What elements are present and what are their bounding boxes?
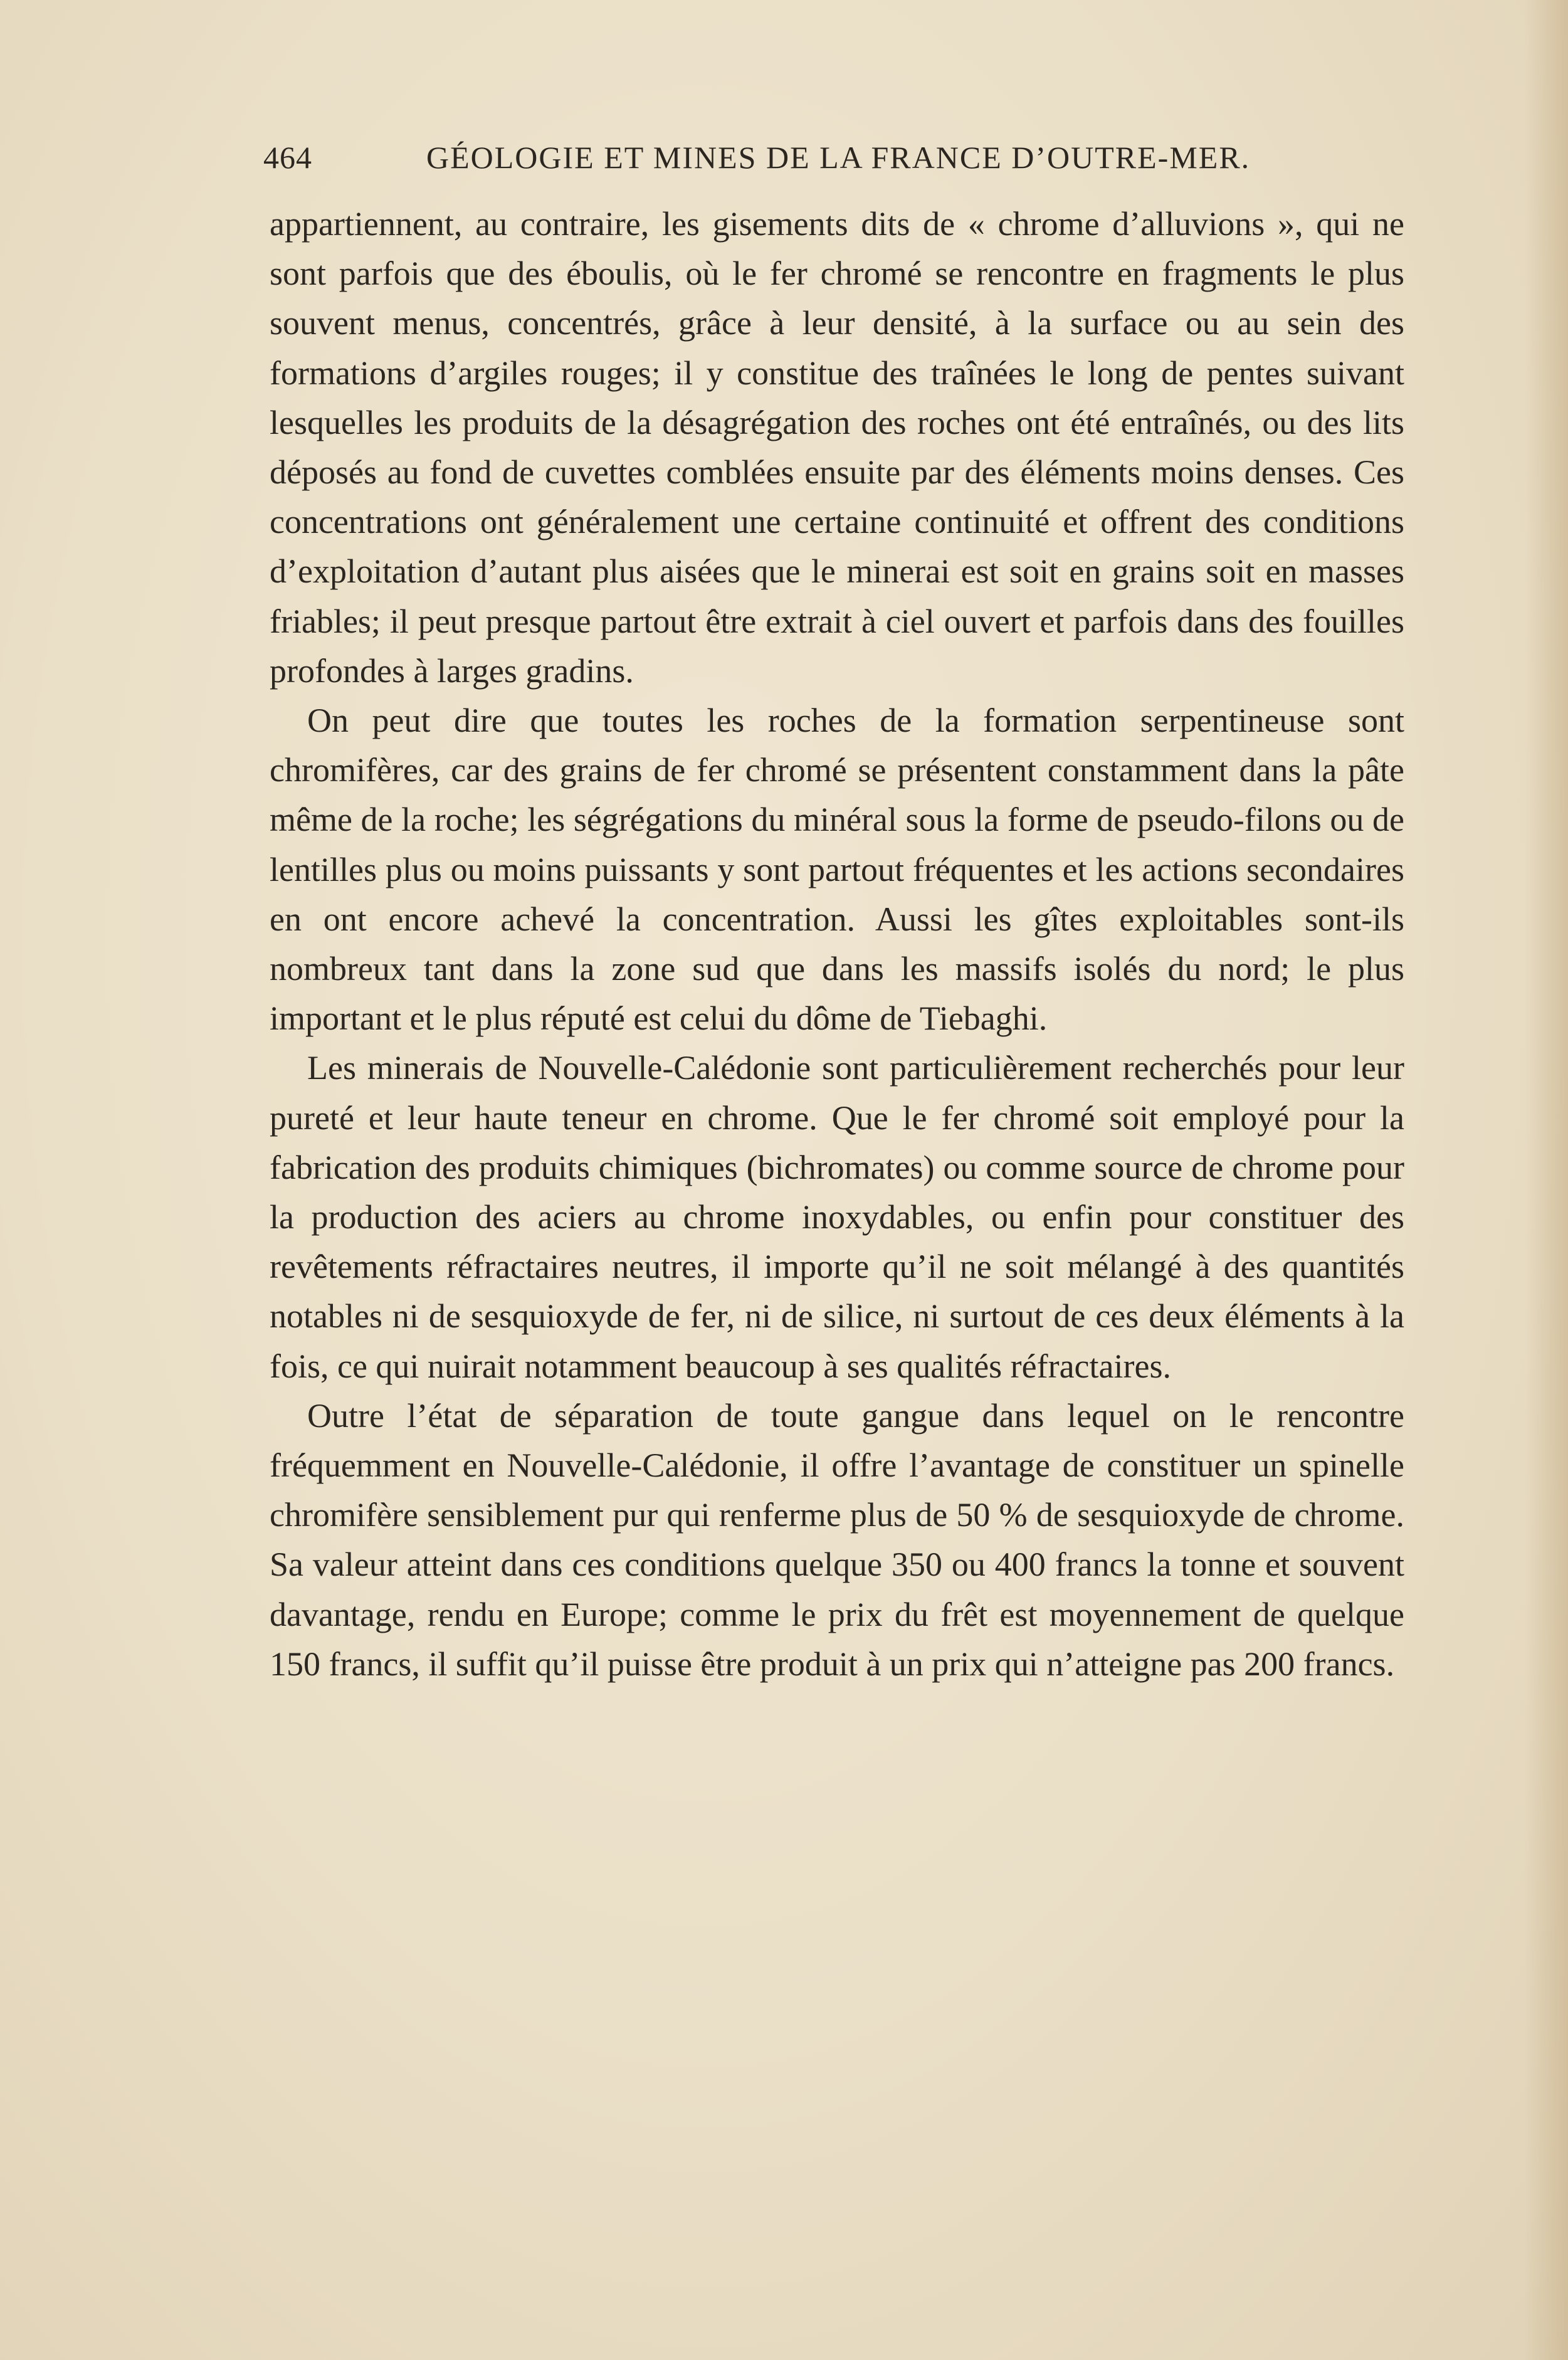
paragraph-2: On peut dire que toutes les roches de la formation serpentineuse sont chromifères, car des grains de fer chromé se présentent constamment dans la pâte même de la roche; les ségrégations du minéral sous la forme de pseudo-filons ou de lentilles plus ou moins puissants y sont partout fréquentes et les actions secondaires en ont encore achevé la concentration. Aussi les gîtes exploitables sont-ils nombreux tant dans la zone sud que dans les massifs isolés du nord; le plus important et le plus réputé est celui du dôme de Tiebaghi. xyxy=(270,702,1404,1038)
page-edge-shadow xyxy=(1524,0,1568,2360)
paragraph-1: appartiennent, au contraire, les gisements dits de « chrome d’alluvions », qui ne sont parfois que des éboulis, où le fer chromé se rencontre en fragments le plus souvent menus, concentrés, grâce à leur densité, à la surface ou au sein des formations d’argiles rouges; il y constitue des traînées le long de pentes suivant lesquelles les produits de la désagrégation des roches ont été entraînés, ou des lits déposés au fond de cuvettes comblées ensuite par des éléments moins denses. Ces concentrations ont généralement une certaine continuité et offrent des conditions d’exploitation d’autant plus aisées que le minerai est soit en grains soit en masses friables; il peut presque partout être extrait à ciel ouvert et parfois dans des fouilles profondes à larges gradins. xyxy=(270,205,1404,690)
paragraph-3: Les minerais de Nouvelle-Calédonie sont particulièrement recherchés pour leur pureté et leur haute teneur en chrome. Que le fer chromé soit employé pour la fabrication des produits chimiques (bichromates) ou comme source de chrome pour la production des aciers au chrome inoxydables, ou enfin pour constituer des revêtements réfractaires neutres, il importe qu’il ne soit mélangé à des quantités notables ni de sesquioxyde de fer, ni de silice, ni surtout de ces deux éléments à la fois, ce qui nuirait notamment beaucoup à ses qualités réfractaires. xyxy=(270,1049,1404,1385)
paragraph-4: Outre l’état de séparation de toute gangue dans lequel on le rencontre fréquemment en Nouvelle-Calédonie, il offre l’avantage de constituer un spinelle chromifère sensiblement pur qui renferme plus de 50 % de sesquioxyde de chrome. Sa valeur atteint dans ces conditions quelque 350 ou 400 francs la tonne et souvent davantage, rendu en Europe; comme le prix du frêt est moyennement de quelque 150 francs, il suffit qu’il puisse être produit à un prix qui n’atteigne pas 200 francs. xyxy=(270,1396,1404,1683)
page-number: 464 xyxy=(263,140,312,175)
running-head xyxy=(263,139,1254,189)
running-title: GÉOLOGIE ET MINES DE LA FRANCE D’OUTRE-MER. xyxy=(426,140,1251,175)
body-text xyxy=(270,199,1404,1689)
